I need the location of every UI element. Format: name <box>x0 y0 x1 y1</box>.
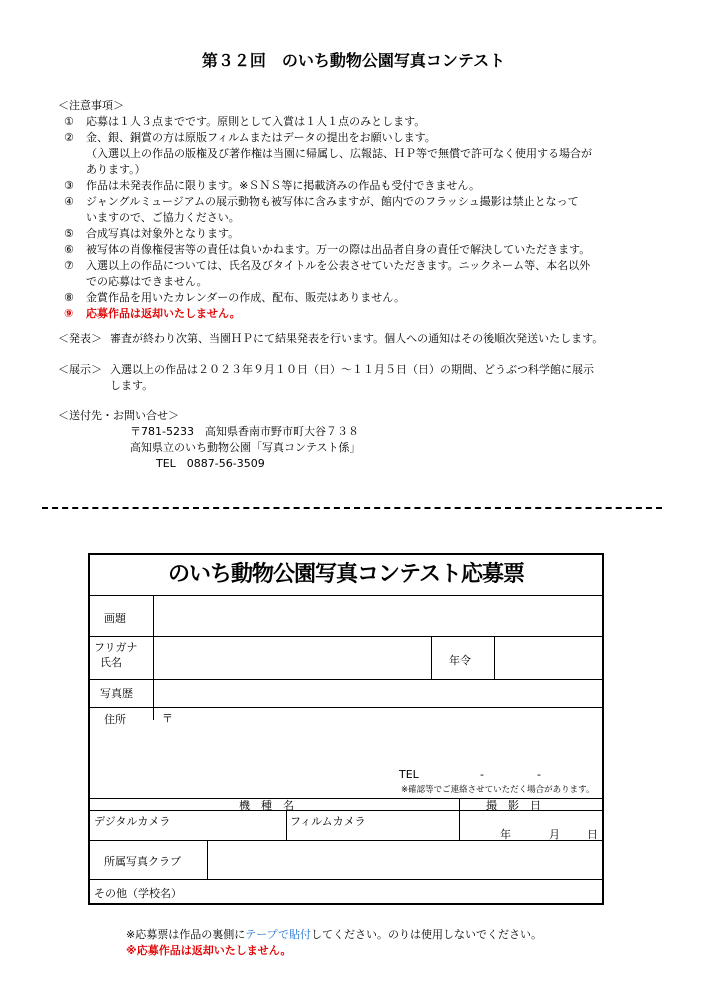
announce-label: ＜発表＞ <box>58 332 102 345</box>
note-number: ① <box>64 115 74 128</box>
contact-heading: ＜送付先・お問い合せ＞ <box>58 409 179 422</box>
tel-note: ※確認等でご連絡させていただく場合があります。 <box>401 785 595 795</box>
footer-note-a: ※応募票は作品の裏側に <box>126 928 246 941</box>
form-title: のいち動物公園写真コンテスト応募票 <box>167 562 525 587</box>
label-name: 氏名 <box>100 656 122 669</box>
note-text: 入選以上の作品については、氏名及びタイトルを公表させていただきます。ニックネーム等、本名以外 <box>86 259 591 272</box>
tel-dash-2: - <box>537 768 541 781</box>
label-furigana: フリガナ <box>94 641 138 654</box>
contact-org: 高知県立のいち動物公園「写真コンテスト係」 <box>130 441 361 454</box>
label-address: 住所 <box>104 713 126 726</box>
note-text: あります。） <box>86 163 146 176</box>
label-year: 年 <box>500 828 511 841</box>
note-number: ③ <box>64 179 74 192</box>
notes-heading: ＜注意事項＞ <box>58 99 124 112</box>
label-club: 所属写真クラブ <box>104 855 181 868</box>
note-text: ジャングルミュージアムの展示動物も被写体に含みますが、館内でのフラッシュ撮影は禁止となって <box>86 195 579 208</box>
note-number: ⑨ <box>64 307 74 320</box>
label-history: 写真歴 <box>100 687 133 700</box>
label-month: 月 <box>549 828 560 841</box>
label-tel: TEL <box>399 768 419 781</box>
note-number: ② <box>64 131 74 144</box>
note-number: ④ <box>64 195 74 208</box>
cut-line <box>42 507 662 509</box>
exhibit-label: ＜展示＞ <box>58 363 102 376</box>
exhibit-line1: 入選以上の作品は２０２３年９月１０日（日）～１１月５日（日）の期間、どうぶつ科学館に展示 <box>110 363 594 376</box>
note-text: 金賞作品を用いたカレンダーの作成、配布、販売はありません。 <box>86 291 405 304</box>
contact-tel: TEL 0887-56-3509 <box>156 457 265 470</box>
note-text: （入選以上の作品の版権及び著作権は当園に帰属し、広報誌、ＨＰ等で無償で許可なく使用する場合が <box>86 147 592 160</box>
note-text: 被写体の肖像権侵害等の責任は負いかねます。万一の際は出品者自身の責任で解決していただきます。 <box>86 243 591 256</box>
note-text: 作品は未発表作品に限ります。※ＳＮＳ等に掲載済みの作品も受付できません。 <box>86 179 480 192</box>
tel-dash-1: - <box>480 768 484 781</box>
exhibit-line2: します。 <box>110 379 154 392</box>
announce-text: 審査が終わり次第、当園ＨＰにて結果発表を行います。個人への通知はその後順次発送いたします。 <box>110 332 604 345</box>
postal-mark: 〒 <box>162 712 173 725</box>
label-date: 撮 影 日 <box>486 799 541 812</box>
note-text: 応募は１人３点までです。原則として入賞は１人１点のみとします。 <box>86 115 426 128</box>
label-digital: デジタルカメラ <box>94 815 171 828</box>
note-text: 合成写真は対象外となります。 <box>86 227 240 240</box>
label-day: 日 <box>587 828 598 841</box>
footer-note-c: してください。のりは使用しないでください。 <box>311 928 542 941</box>
label-film: フィルムカメラ <box>290 815 366 828</box>
entry-form <box>88 553 604 905</box>
contact-address: 〒781-5233 高知県香南市野市町大谷７３８ <box>130 425 359 438</box>
page-title: 第３２回 のいち動物公園写真コンテスト <box>201 51 506 70</box>
note-text: での応募はできません。 <box>86 275 208 288</box>
label-title: 画題 <box>104 612 126 625</box>
note-number: ⑧ <box>64 291 74 304</box>
footer-return-note: ※応募作品は返却いたしません。 <box>126 944 292 957</box>
note-text: いますので、ご協力ください。 <box>86 211 240 224</box>
footer-note-b: テープで貼付 <box>245 928 311 941</box>
note-text: 応募作品は返却いたしません。 <box>86 307 241 320</box>
label-other: その他（学校名） <box>94 887 182 900</box>
note-text: 金、銀、銅賞の方は原版フィルムまたはデータの提出をお願いします。 <box>86 131 436 144</box>
note-number: ⑤ <box>64 227 74 240</box>
note-number: ⑥ <box>64 243 74 256</box>
label-age: 年令 <box>449 654 471 667</box>
note-number: ⑦ <box>64 259 74 272</box>
label-model: 機 種 名 <box>239 799 294 812</box>
footer-note <box>126 926 542 942</box>
